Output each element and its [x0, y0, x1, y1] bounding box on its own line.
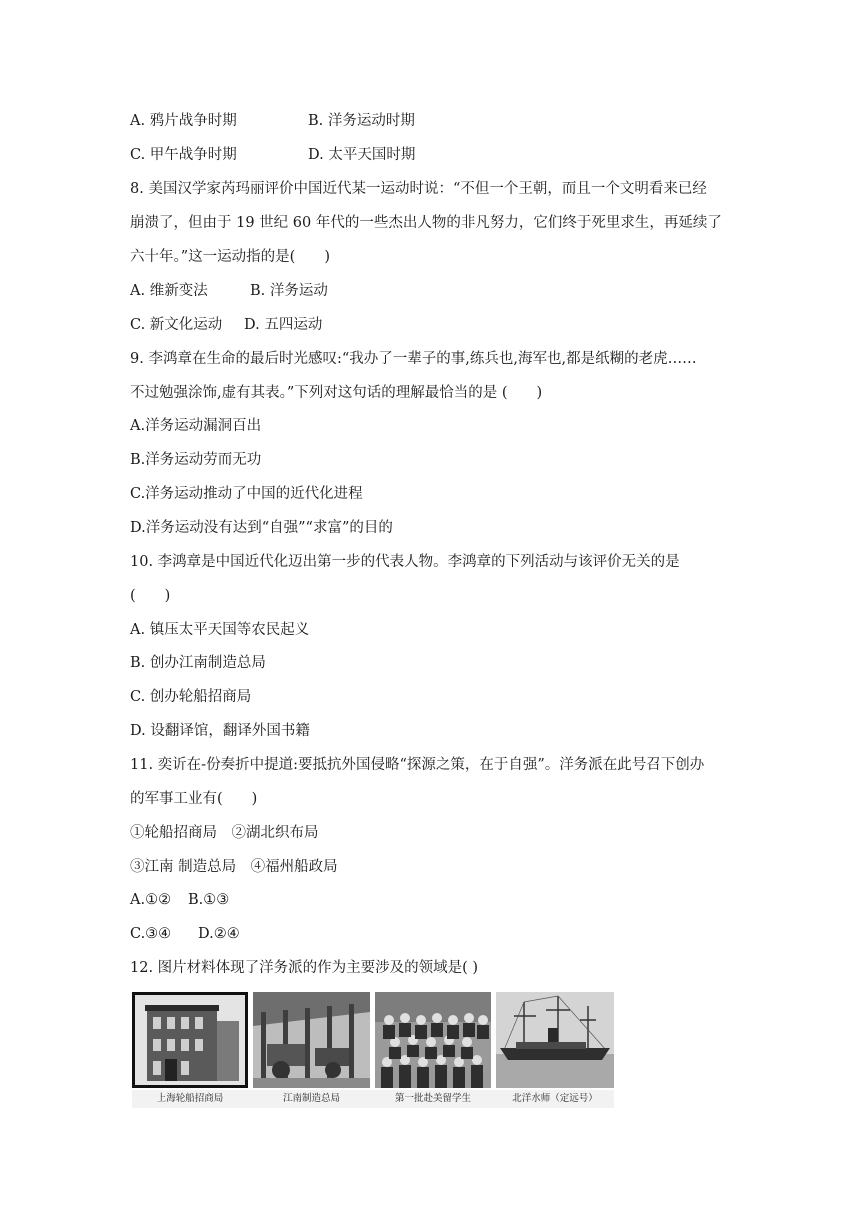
q10-option-c: C. 创办轮船招商局	[130, 689, 252, 705]
q11-stem-line-1: 11. 奕䜣在-份奏折中提道:要抵抗外国侵略“探源之策，在于自强”。洋务派在此号召下创办	[130, 757, 705, 773]
q8-option-c: C. 新文化运动	[130, 317, 223, 333]
q8-stem-line-2: 崩溃了，但由于 19 世纪 60 年代的一些杰出人物的非凡努力，它们终于死里求生，再延续了	[130, 215, 722, 231]
q12-stem: 12. 图片材料体现了洋务派的作为主要涉及的领域是( )	[130, 960, 479, 976]
q11-option-b: B.①③	[188, 892, 230, 908]
q9-option-a: A.洋务运动漏洞百出	[130, 418, 262, 434]
q12-photo-gallery	[132, 992, 614, 1112]
warship-image	[496, 992, 614, 1088]
q10-option-d: D. 设翻译馆，翻译外国书籍	[130, 723, 310, 739]
building-image	[135, 995, 245, 1085]
q7-option-b: B. 洋务运动时期	[308, 113, 415, 129]
q9-option-b: B.洋务运动劳而无功	[130, 452, 262, 468]
q11-items-line-1: ①轮船招商局 ②湖北织布局	[130, 825, 319, 841]
q7-option-c: C. 甲午战争时期	[130, 147, 237, 163]
q11-option-d: D.②④	[198, 926, 240, 942]
q7-option-a: A. 鸦片战争时期	[130, 113, 237, 129]
q11-stem-line-2: 的军事工业有( )	[130, 791, 258, 807]
students-image	[375, 992, 491, 1088]
q10-option-a: A. 镇压太平天国等农民起义	[130, 622, 310, 638]
q8-options-row-2	[130, 315, 322, 335]
q9-stem-line-2: 不过勉强涂饰,虚有其表。”下列对这句话的理解最恰当的是 ( )	[130, 385, 543, 401]
caption-4: 北洋水师（定远号）	[512, 1093, 598, 1104]
photo-beiyang-fleet-dingyuan	[496, 992, 614, 1088]
q10-stem-line-2: ( )	[130, 588, 171, 604]
q8-stem-line-3: 六十年。”这一运动指的是( )	[130, 249, 330, 265]
q7-options-row-1	[130, 111, 415, 131]
q8-options-row-1	[130, 281, 328, 301]
caption-2: 江南制造总局	[282, 1093, 340, 1104]
q11-option-c: C.③④	[130, 926, 172, 942]
q7-option-d: D. 太平天国时期	[308, 147, 416, 163]
q9-stem-line-1: 9. 李鸿章在生命的最后时光感叹:“我办了一辈子的事,练兵也,海军也,都是纸糊的老虎……	[130, 351, 697, 367]
q7-options-row-2	[130, 145, 415, 165]
q11-options-row-2	[130, 924, 240, 944]
q8-option-a: A. 维新变法	[130, 283, 208, 299]
q8-option-b: B. 洋务运动	[250, 283, 328, 299]
workshop-image	[253, 992, 370, 1088]
q9-option-d: D.洋务运动没有达到“自强”“求富”的目的	[130, 520, 393, 536]
q8-stem-line-1: 8. 美国汉学家芮玛丽评价中国近代某一运动时说：“不但一个王朝，而且一个文明看来已经	[130, 181, 707, 197]
photo-jiangnan-arsenal	[253, 992, 370, 1088]
photo-first-students-to-america	[375, 992, 491, 1088]
q10-option-b: B. 创办江南制造总局	[130, 655, 266, 671]
q11-items-line-2: ③江南 制造总局 ④福州船政局	[130, 859, 338, 875]
q10-stem-line-1: 10. 李鸿章是中国近代化迈出第一步的代表人物。李鸿章的下列活动与该评价无关的是	[130, 554, 680, 570]
caption-3: 第一批赴美留学生	[394, 1093, 471, 1104]
q11-option-a: A.①②	[130, 892, 172, 908]
photo-shanghai-steamship-company	[132, 992, 248, 1088]
q9-option-c: C.洋务运动推动了中国的近代化进程	[130, 486, 363, 502]
q11-options-row-1	[130, 890, 229, 910]
caption-1: 上海轮船招商局	[156, 1093, 224, 1104]
q8-option-d: D. 五四运动	[244, 317, 323, 333]
